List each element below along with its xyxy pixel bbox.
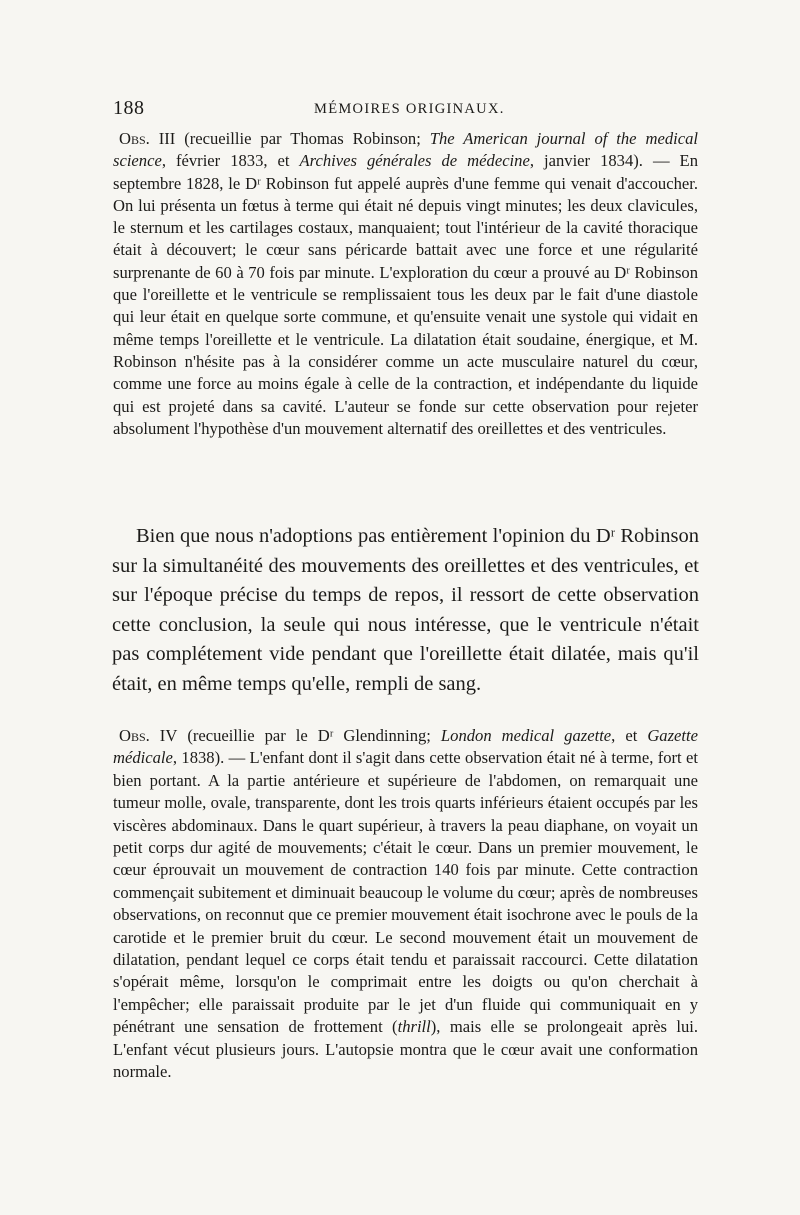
journal-title-2: Archives générales de médecine xyxy=(299,151,530,171)
obs4-text-mid2: , 1838). — L'enfant dont il s'agit dans cette observation était né à terme, fort et bien portant. A la partie antérieure et supérieure de l'abdomen, on remarquait une tumeur molle, ovale, transparente, dont les trois quarts inférieurs étaient occupés par les viscères abdominaux. Dans le quart supérieur, à travers la peau diaphane, on voyait un petit corps dur agité de mouvements; c'était le cœur. Dans un premier mouvement, le cœur éprouvait un mouvement de contraction 140 fois par minute. Cette contraction commençait subitement et diminuait beaucoup le volume du cœur; après de nombreuses observations, on reconnut que ce premier mouvement était isochrone avec le pouls de la carotide et le premier bruit du cœur. Le second mouvement était un mouvement de dilatation, pendant lequel ce corps était tendu et paraissait raccourci. Cette dilatation s'opérait même, lorsqu'on le comprimait entre les doigts ou qu'on cherchait à l'empêcher; elle paraissait produite par le jet d'un fluide qui communiquait en y pénétrant une sensation de frottement ( xyxy=(113,748,698,1037)
journal-title-2: Gazette médicale xyxy=(113,726,699,768)
page-number: 188 xyxy=(113,97,145,119)
obs3-text-before: (recueillie par Thomas Robinson; xyxy=(175,129,430,148)
journal-title: London medical gazette xyxy=(440,726,612,745)
journal-title: The American journal of the medical science xyxy=(113,129,698,171)
running-head: MÉMOIRES ORIGINAUX. xyxy=(314,101,505,117)
observation-3-paragraph xyxy=(113,128,698,440)
observation-4-paragraph xyxy=(113,725,698,1084)
obs4-text-before: (recueillie par le Dʳ Glendinning; xyxy=(177,726,441,745)
observation-label: Obs. III xyxy=(119,129,176,148)
obs3-text-middle: , février 1833, et xyxy=(161,151,300,171)
page-header xyxy=(113,97,698,125)
thrill-term: thrill xyxy=(397,1017,431,1037)
obs3-text-rest: , janvier 1834). — En septembre 1828, le Dʳ Robinson fut appelé auprès d'une femme qui venait d'accoucher. On lui présenta un fœtus à terme qui était né depuis vingt minutes; les deux clavicules, le sternum et les cartilages costaux, manquaient; tout l'intérieur de la cavité thoracique était à découvert; le cœur sans péricarde battait avec une force et une régularité surprenante de 60 à 70 fois par minute. L'exploration du cœur a prouvé au Dʳ Robinson que l'oreillette et le ventricule se remplissaient tous les deux par le fait d'une diastole qui leur était en quelque sorte commune, et qu'ensuite venait une systole qui vidait en même temps l'oreillette et le ventricule. La dilatation était soudaine, énergique, et M. Robinson n'hésite pas à la considérer comme un acte musculaire naturel du cœur, comme une force au moins égale à celle de la contraction, et indépendante du liquide qui est projeté dans sa cavité. L'auteur se fonde sur cette observation pour rejeter absolument l'hypothèse d'un mouvement alternatif des oreillettes et des ventricules. xyxy=(113,151,698,438)
commentary-paragraph: Bien que nous n'adoptions pas entièrement l'opinion du Dʳ Robinson sur la simultanéité des mouvements des oreillettes et des ventricules, et sur l'époque précise du temps de repos, il ressort de cette observation cette conclusion, la seule qui nous intéresse, que le ventricule n'était pas complétement vide pendant que l'oreillette était dilatée, mais qu'il était, en même temps qu'elle, rempli de sang. xyxy=(112,525,699,695)
obs4-text-middle: , et xyxy=(611,726,648,745)
observation-label: Obs. IV xyxy=(119,726,178,745)
obs4-text-rest: ), mais elle se prolongeait après lui. L'enfant vécut plusieurs jours. L'autopsie montra que le cœur avait une conformation normale. xyxy=(113,1017,698,1082)
